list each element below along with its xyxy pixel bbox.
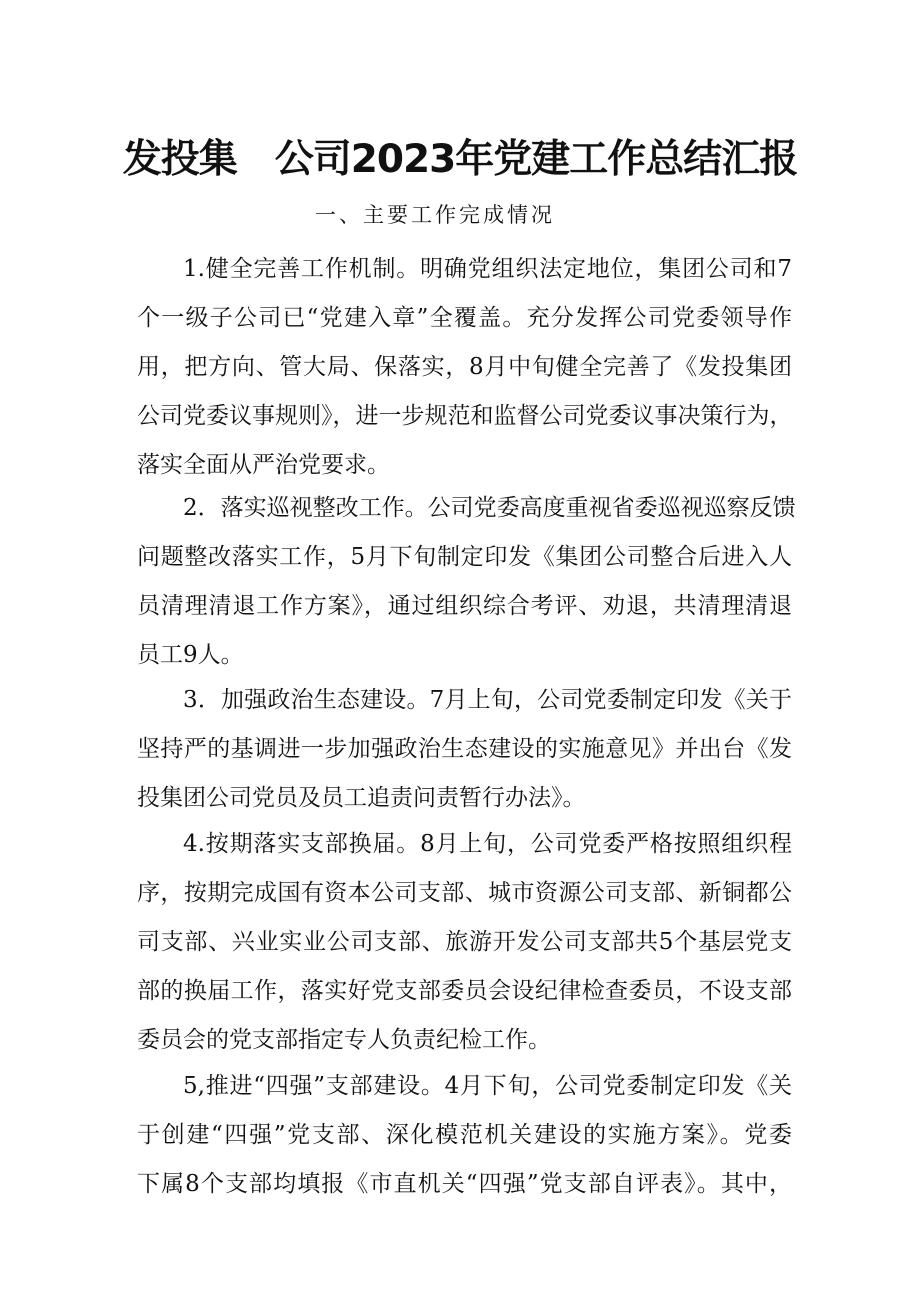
paragraph-line: 委员会的党支部指定专人负责纪检工作。 bbox=[137, 1027, 551, 1053]
paragraph-line: 1.健全完善工作机制。明确党组织法定地位，集团公司和7 bbox=[183, 256, 792, 282]
paragraph-line: 部的换届工作，落实好党支部委员会设纪律检查委员，不设支部 bbox=[137, 978, 792, 1004]
paragraph-line: 4.按期落实支部换届。8月上旬，公司党委严格按照组织程 bbox=[183, 831, 792, 857]
paragraph-line: 个一级子公司已“党建入章”全覆盖。充分发挥公司党委领导作 bbox=[137, 305, 792, 331]
document-title: 发投集 公司2023年党建工作总结汇报 bbox=[122, 137, 798, 182]
paragraph-line: 投集团公司党员及员工追责问责暂行办法》。 bbox=[137, 785, 586, 811]
paragraph-line: 问题整改落实工作，5月下旬制定印发《集团公司整合后进入人 bbox=[137, 544, 792, 570]
paragraph-1 bbox=[137, 245, 792, 490]
paragraph-4 bbox=[137, 820, 792, 1065]
paragraph-line: 用，把方向、管大局、保落实，8月中旬健全完善了《发投集团 bbox=[137, 354, 792, 380]
paragraph-line: 坚持严的基调进一步加强政治生态建设的实施意见》并出台《发 bbox=[137, 736, 792, 762]
paragraph-line: 2．落实巡视整改工作。公司党委高度重视省委巡视巡察反馈 bbox=[183, 495, 796, 521]
paragraph-line: 落实全面从严治党要求。 bbox=[137, 452, 390, 478]
paragraph-3 bbox=[137, 676, 792, 823]
paragraph-line: 序，按期完成国有资本公司支部、城市资源公司支部、新铜都公 bbox=[137, 880, 792, 906]
paragraph-line: 司支部、兴业实业公司支部、旅游开发公司支部共5个基层党支 bbox=[137, 929, 792, 955]
section-heading: 一、主要工作完成情况 bbox=[315, 203, 555, 227]
paragraph-2 bbox=[137, 484, 796, 680]
paragraph-line: 公司党委议事规则》，进一步规范和监督公司党委议事决策行为， bbox=[137, 403, 793, 429]
paragraph-line: 员清理清退工作方案》，通过组织综合考评、劝退，共清理清退 bbox=[137, 593, 792, 619]
paragraph-line: 5,推进“四强”支部建设。4月下旬，公司党委制定印发《关 bbox=[183, 1073, 792, 1099]
paragraph-line: 3．加强政治生态建设。7月上旬，公司党委制定印发《关于 bbox=[183, 687, 792, 713]
paragraph-line: 员工9人。 bbox=[137, 642, 244, 668]
paragraph-line: 下属8个支部均填报《市直机关“四强”党支部自评表》。其中， bbox=[137, 1171, 792, 1197]
paragraph-5 bbox=[137, 1062, 792, 1209]
paragraph-line: 于创建“四强”党支部、深化模范机关建设的实施方案》。党委 bbox=[137, 1122, 792, 1148]
